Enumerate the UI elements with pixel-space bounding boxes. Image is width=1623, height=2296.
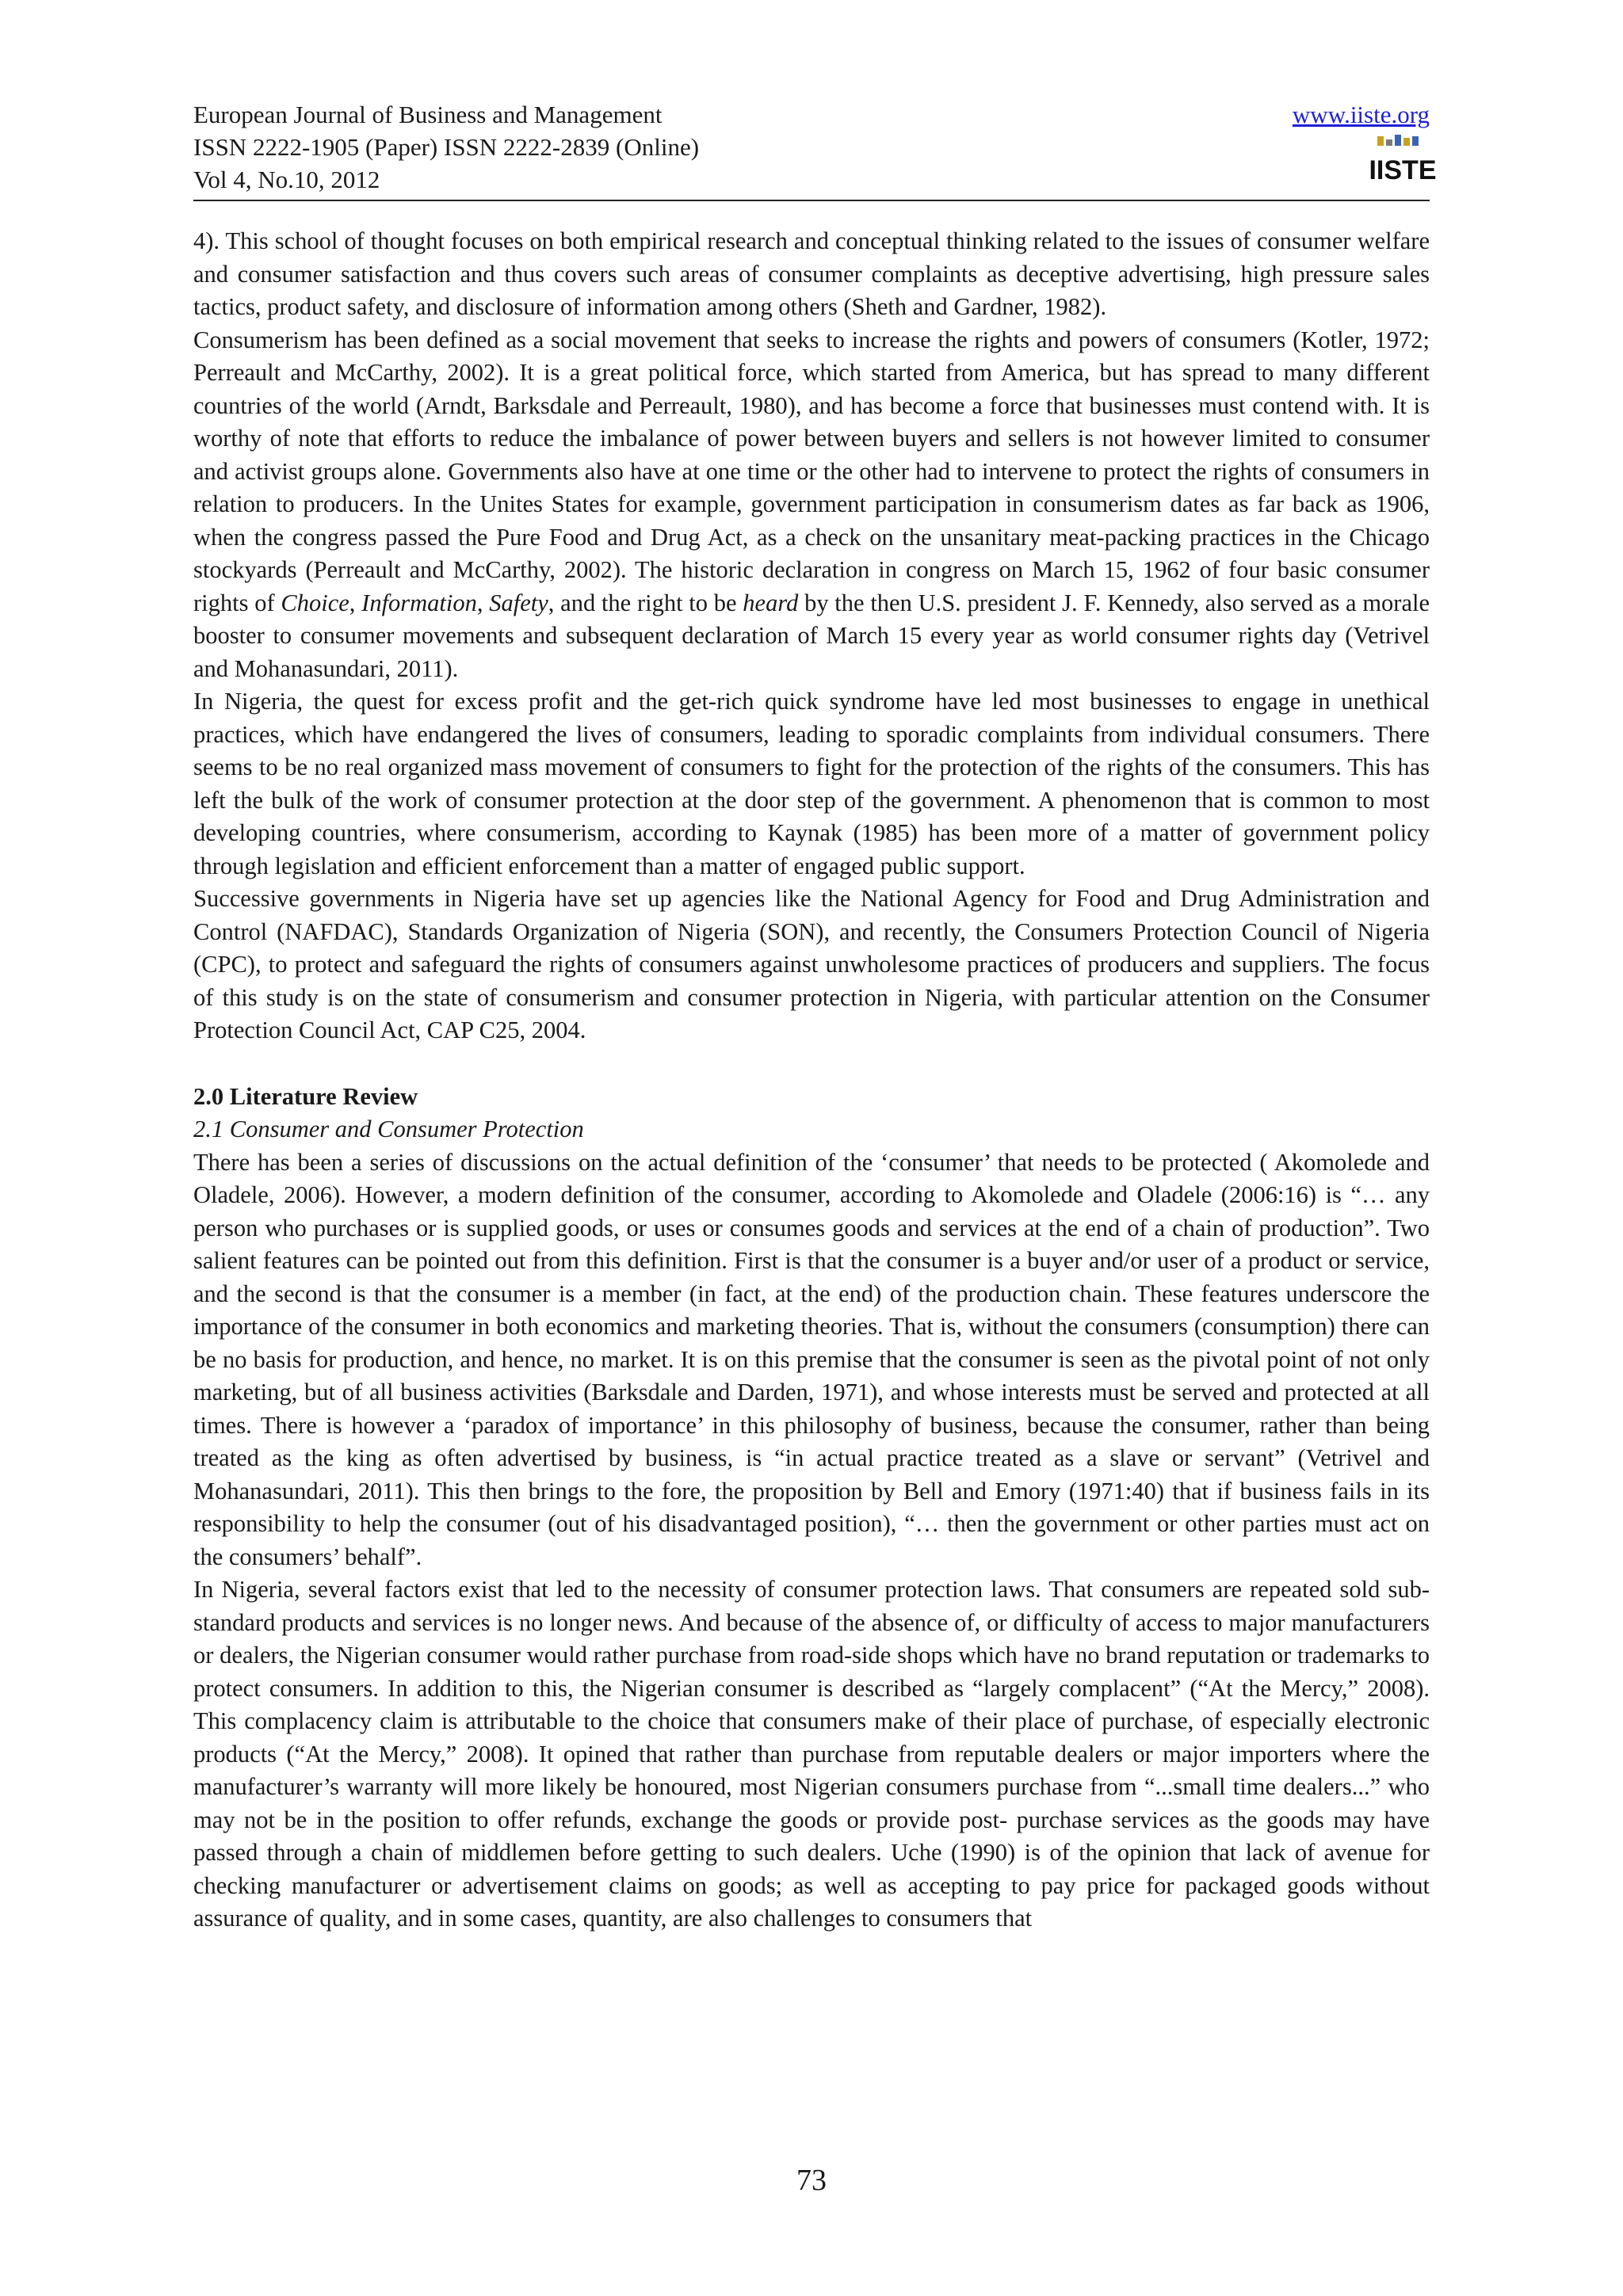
iiste-logo	[1369, 135, 1437, 185]
page-header	[193, 98, 1437, 196]
right-safety: Safety	[489, 589, 548, 616]
logo-text: IISTE	[1369, 155, 1437, 185]
journal-url-link[interactable]: www.iiste.org	[1292, 101, 1430, 128]
logo-bar-blue	[1395, 135, 1401, 146]
paragraph-2-sep-2: ,	[476, 589, 490, 616]
paragraph-3: In Nigeria, the quest for excess profit and the get-rich quick syndrome have led most businesses to engage in unethical practices, which have endangered the lives of consumers, leading to sporadic complaints from individual consumers. There seems to be no real organized mass movement of consumers to fight for the protection of the rights of the consumers. This has left the bulk of the work of consumer protection at the door step of the government. A phenomenon that is common to most developing countries, where consumerism, according to Kaynak (1985) has been more of a matter of government policy through legislation and efficient enforcement than a matter of engaged public support.	[193, 688, 1430, 879]
section-heading: 2.0 Literature Review	[193, 1082, 418, 1110]
paragraph-6: In Nigeria, several factors exist that led to the necessity of consumer protection laws. That consumers are repeated sold sub-standard products and services is no longer news. And because of the absence of, or difficulty of access to major manufacturers or dealers, the Nigerian consumer would rather purchase from road-side shops which have no brand reputation or trademarks to protect consumers. In addition to this, the Nigerian consumer is described as “largely complacent” (“At the Mercy,” 2008). This complacency claim is attributable to the choice that consumers make of their place of purchase, of especially electronic products (“At the Mercy,” 2008). It opined that rather than purchase from reputable dealers or major importers where the manufacturer’s warranty will more likely be honoured, most Nigerian consumers purchase from “...small time dealers...” who may not be in the position to offer refunds, exchange the goods or provide post- purchase services as the goods may have passed through a chain of middlemen before getting to such dealers. Uche (1990) is of the opinion that lack of avenue for checking manufacturer or advertisement claims on goods; as well as accepting to pay price for packaged goods without assurance of quality, and in some cases, quantity, are also challenges to consumers that	[193, 1576, 1430, 1932]
right-choice: Choice	[281, 589, 349, 616]
logo-bar-grey	[1386, 139, 1392, 146]
paragraph-2-text-b: by the then U.S. president J. F. Kennedy, also served as a morale booster to consumer movements and subsequent declaration of March 15 every year as world consumer rights day (Vetrivel and Mohanasundari, 2011).	[193, 589, 1430, 682]
issn-line: ISSN 2222-1905 (Paper) ISSN 2222-2839 (Online)	[193, 133, 700, 161]
header-divider	[193, 200, 1430, 201]
paragraph-2-text-a: Consumerism has been defined as a social movement that seeks to increase the rights and powers of consumers (Kotler, 1972; Perreault and McCarthy, 2002). It is a great political force, which started from America, but has spread to many different countries of the world (Arndt, Barksdale and Perreault, 1980), and has become a force that businesses must contend with. It is worthy of note that efforts to reduce the imbalance of power between buyers and sellers is not however limited to consumer and activist groups alone. Governments also have at one time or the other had to intervene to protect the rights of consumers in relation to producers. In the Unites States for example, government participation in consumerism dates as far back as 1906, when the congress passed the Pure Food and Drug Act, as a check on the unsanitary meat-packing practices in the Chicago stockyards (Perreault and McCarthy, 2002). The historic declaration in congress on March 15, 1962 of four basic consumer rights of	[193, 326, 1430, 616]
paragraph-2-mid: , and the right to be	[548, 589, 743, 616]
right-information: Information	[361, 589, 477, 616]
paragraph-5: There has been a series of discussions on the actual definition of the ‘consumer’ that needs to be protected ( Akomolede and Oladele, 2006). However, a modern definition of the consumer, according to Akomolede and Oladele (2006:16) is “… any person who purchases or is supplied goods, or uses or consumes goods and services at the end of a chain of production”. Two salient features can be pointed out from this definition. First is that the consumer is a buyer and/or user of a product or service, and the second is that the consumer is a member (in fact, at the end) of the production chain. These features underscore the importance of the consumer in both economics and marketing theories. That is, without the consumers (consumption) there can be no basis for production, and hence, no market. It is on this premise that the consumer is seen as the pivotal point of not only marketing, but of all business activities (Barksdale and Darden, 1971), and whose interests must be served and protected at all times. There is however a ‘paradox of importance’ in this philosophy of business, because the consumer, rather than being treated as the king as often advertised by business, is “in actual practice treated as a slave or servant” (Vetrivel and Mohanasundari, 2011). This then brings to the fore, the proposition by Bell and Emory (1971:40) that if business fails in its responsibility to help the consumer (out of his disadvantaged position), “… then the government or other parties must act on the consumers’ behalf”.	[193, 1148, 1430, 1570]
paragraph-1: 4). This school of thought focuses on both empirical research and conceptual thinking related to the issues of consumer welfare and consumer satisfaction and thus covers such areas of consumer complaints as deceptive advertising, high pressure sales tactics, product safety, and disclosure of information among others (Sheth and Gardner, 1982).	[193, 227, 1430, 320]
logo-bar-gold	[1377, 136, 1384, 146]
journal-title: European Journal of Business and Management	[193, 101, 663, 128]
right-heard: heard	[743, 589, 799, 616]
subsection-heading: 2.1 Consumer and Consumer Protection	[193, 1116, 584, 1142]
section-spacer	[193, 1047, 1430, 1081]
paragraph-2	[193, 324, 1430, 686]
logo-bar-blue-2	[1412, 136, 1419, 146]
paragraph-2-sep-1: ,	[349, 589, 362, 616]
page-number: 73	[796, 2164, 827, 2197]
volume-line: Vol 4, No.10, 2012	[193, 166, 380, 193]
paragraph-4: Successive governments in Nigeria have set up agencies like the National Agency for Food and Drug Administration and Control (NAFDAC), Standards Organization of Nigeria (SON), and recently, the Consumers Protection Council of Nigeria (CPC), to protect and safeguard the rights of consumers against unwholesome practices of producers and suppliers. The focus of this study is on the state of consumerism and consumer protection in Nigeria, with particular attention on the Consumer Protection Council Act, CAP C25, 2004.	[193, 885, 1430, 1043]
article-body	[193, 225, 1430, 1936]
logo-bar-gold-2	[1403, 138, 1410, 146]
